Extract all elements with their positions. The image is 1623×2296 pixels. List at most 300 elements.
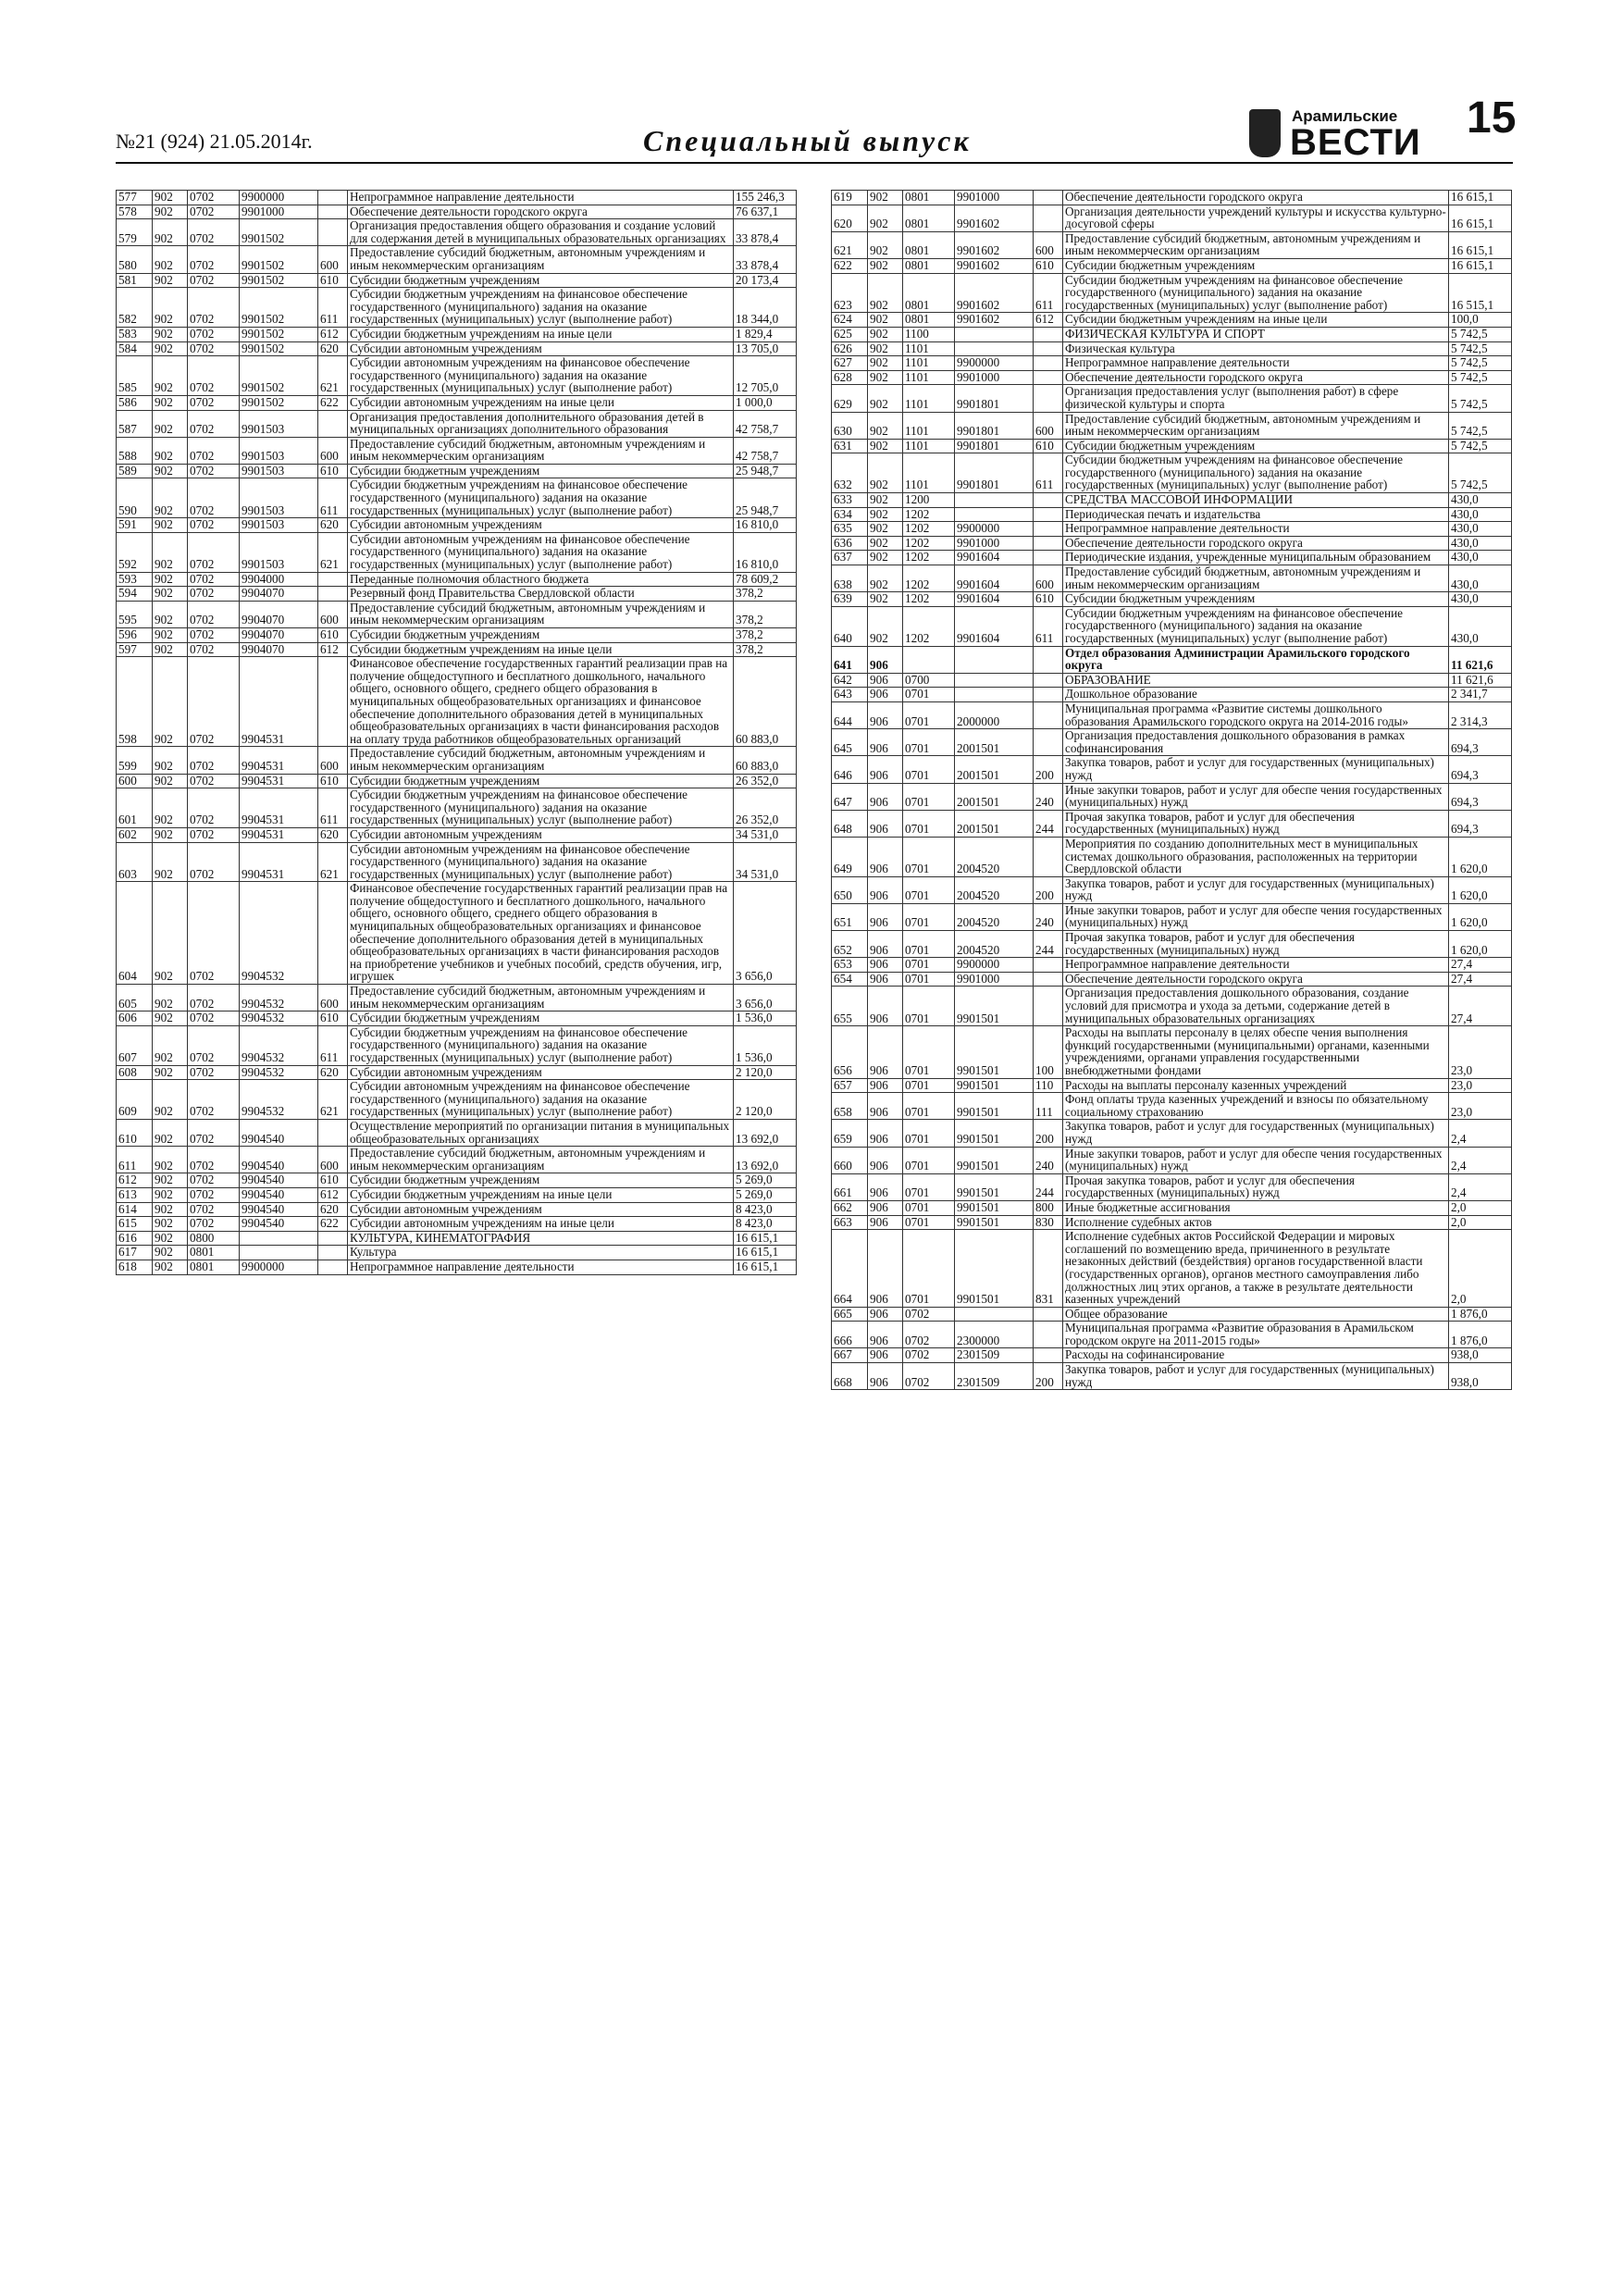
expense-type-code-cell <box>318 1246 348 1260</box>
admin-code-cell: 902 <box>153 341 188 356</box>
row-number-cell: 611 <box>117 1147 153 1173</box>
expense-type-code-cell: 621 <box>318 1080 348 1120</box>
row-number-cell: 608 <box>117 1065 153 1080</box>
amount-cell: 1 876,0 <box>1449 1307 1512 1322</box>
target-article-code-cell: 2004520 <box>955 931 1034 958</box>
expense-type-code-cell: 240 <box>1034 903 1063 930</box>
section-code-cell: 0701 <box>903 903 955 930</box>
expense-type-code-cell: 600 <box>318 601 348 627</box>
target-article-code-cell: 9901503 <box>240 532 318 572</box>
row-number-cell: 620 <box>832 205 868 231</box>
section-code-cell: 0700 <box>903 673 955 688</box>
amount-cell: 5 742,5 <box>1449 356 1512 371</box>
amount-cell: 42 758,7 <box>734 437 797 464</box>
section-code-cell: 0701 <box>903 958 955 973</box>
amount-cell: 16 615,1 <box>1449 191 1512 205</box>
admin-code-cell: 902 <box>868 507 903 522</box>
description-cell: Культура <box>348 1246 734 1260</box>
description-cell: Закупка товаров, работ и услуг для государственных (муниципальных) нужд <box>1063 876 1449 903</box>
expense-type-code-cell <box>1034 356 1063 371</box>
description-cell: Субсидии автономным учреждениям <box>348 341 734 356</box>
section-code-cell: 0701 <box>903 1026 955 1078</box>
admin-code-cell: 906 <box>868 1147 903 1173</box>
admin-code-cell: 902 <box>153 827 188 842</box>
section-code-cell: 0702 <box>188 341 240 356</box>
section-code-cell: 0702 <box>188 1147 240 1173</box>
target-article-code-cell: 9901502 <box>240 356 318 396</box>
admin-code-cell: 902 <box>153 1187 188 1202</box>
section-code-cell: 0702 <box>188 642 240 657</box>
section-code-cell: 0702 <box>188 410 240 437</box>
table-row <box>832 1215 1512 1230</box>
target-article-code-cell: 9901502 <box>240 246 318 273</box>
amount-cell: 378,2 <box>734 587 797 602</box>
target-article-code-cell <box>955 688 1034 702</box>
description-cell: Субсидии бюджетным учреждениям <box>1063 592 1449 607</box>
target-article-code-cell: 9901501 <box>955 1200 1034 1215</box>
coat-of-arms-icon <box>1249 109 1281 157</box>
row-number-cell: 645 <box>832 729 868 756</box>
amount-cell: 23,0 <box>1449 1078 1512 1093</box>
description-cell: Субсидии бюджетным учреждениям <box>348 628 734 643</box>
table-row <box>117 601 797 627</box>
budget-table-left <box>116 190 797 1275</box>
admin-code-cell: 902 <box>153 642 188 657</box>
table-row <box>117 1065 797 1080</box>
admin-code-cell: 906 <box>868 783 903 810</box>
row-number-cell: 600 <box>117 774 153 788</box>
description-cell: Субсидии бюджетным учреждениям на иные цели <box>1063 313 1449 328</box>
section-code-cell: 0702 <box>903 1348 955 1363</box>
expense-type-code-cell <box>1034 1322 1063 1348</box>
target-article-code-cell: 9901602 <box>955 258 1034 273</box>
admin-code-cell: 902 <box>153 587 188 602</box>
section-code-cell: 0701 <box>903 931 955 958</box>
description-cell: Предоставление субсидий бюджетным, автономным учреждениям и иным некоммерческим организациям <box>348 601 734 627</box>
amount-cell: 378,2 <box>734 601 797 627</box>
section-code-cell: 0702 <box>188 437 240 464</box>
section-code-cell: 0702 <box>188 478 240 518</box>
expense-type-code-cell: 620 <box>318 1065 348 1080</box>
section-code-cell: 1101 <box>903 439 955 453</box>
expense-type-code-cell: 621 <box>318 532 348 572</box>
row-number-cell: 655 <box>832 987 868 1026</box>
target-article-code-cell: 9900000 <box>955 522 1034 537</box>
expense-type-code-cell <box>318 882 348 985</box>
page-title: Специальный выпуск <box>643 124 972 157</box>
amount-cell: 23,0 <box>1449 1093 1512 1120</box>
target-article-code-cell: 9901501 <box>955 1120 1034 1147</box>
admin-code-cell: 902 <box>868 522 903 537</box>
table-row <box>117 1217 797 1232</box>
expense-type-code-cell: 111 <box>1034 1093 1063 1120</box>
row-number-cell: 656 <box>832 1026 868 1078</box>
section-code-cell: 0801 <box>903 231 955 258</box>
target-article-code-cell: 9901604 <box>955 565 1034 592</box>
admin-code-cell: 906 <box>868 1120 903 1147</box>
section-code-cell: 1101 <box>903 453 955 493</box>
description-cell: Иные закупки товаров, работ и услуг для обеспе чения государственных (муниципальных) нужд <box>1063 1147 1449 1173</box>
target-article-code-cell: 9901604 <box>955 592 1034 607</box>
amount-cell: 20 173,4 <box>734 273 797 288</box>
row-number-cell: 658 <box>832 1093 868 1120</box>
table-row <box>117 219 797 246</box>
amount-cell: 2,4 <box>1449 1120 1512 1147</box>
row-number-cell: 615 <box>117 1217 153 1232</box>
description-cell: Физическая культура <box>1063 341 1449 356</box>
amount-cell: 26 352,0 <box>734 788 797 828</box>
description-cell: Закупка товаров, работ и услуг для государственных (муниципальных) нужд <box>1063 756 1449 783</box>
amount-cell: 42 758,7 <box>734 410 797 437</box>
amount-cell: 5 742,5 <box>1449 385 1512 412</box>
amount-cell: 694,3 <box>1449 810 1512 837</box>
amount-cell: 430,0 <box>1449 507 1512 522</box>
target-article-code-cell: 9904540 <box>240 1119 318 1146</box>
expense-type-code-cell: 600 <box>1034 412 1063 439</box>
table-row <box>117 842 797 882</box>
table-row <box>832 688 1512 702</box>
description-cell: Предоставление субсидий бюджетным, автономным учреждениям и иным некоммерческим организациям <box>348 246 734 273</box>
table-row <box>832 810 1512 837</box>
description-cell: Фонд оплаты труда казенных учреждений и взносы по обязательному социальному страхованию <box>1063 1093 1449 1120</box>
section-code-cell: 1101 <box>903 356 955 371</box>
expense-type-code-cell: 600 <box>318 246 348 273</box>
target-article-code-cell: 9904000 <box>240 572 318 587</box>
section-code-cell: 0702 <box>188 327 240 341</box>
table-row <box>832 903 1512 930</box>
section-code-cell: 0702 <box>188 572 240 587</box>
expense-type-code-cell: 612 <box>318 327 348 341</box>
table-row <box>117 410 797 437</box>
description-cell: Субсидии бюджетным учреждениям <box>348 273 734 288</box>
description-cell: Прочая закупка товаров, работ и услуг для обеспечения государственных (муниципальных) нужд <box>1063 810 1449 837</box>
description-cell: Организация предоставления дошкольного образования, создание условий для присмотра и ухода за детьми, содержание детей в муниципальных образовательных организациях <box>1063 987 1449 1026</box>
description-cell: Обеспечение деятельности городского округа <box>1063 191 1449 205</box>
target-article-code-cell: 2001501 <box>955 783 1034 810</box>
expense-type-code-cell: 620 <box>318 827 348 842</box>
description-cell: КУЛЬТУРА, КИНЕМАТОГРАФИЯ <box>348 1231 734 1246</box>
description-cell: Прочая закупка товаров, работ и услуг для обеспечения государственных (муниципальных) нужд <box>1063 1173 1449 1200</box>
logo-small-text: Арамильские <box>1292 107 1398 125</box>
row-number-cell: 627 <box>832 356 868 371</box>
table-row <box>832 1348 1512 1363</box>
table-row <box>832 313 1512 328</box>
admin-code-cell: 902 <box>153 219 188 246</box>
target-article-code-cell: 9904070 <box>240 642 318 657</box>
target-article-code-cell: 9901501 <box>955 1026 1034 1078</box>
amount-cell: 25 948,7 <box>734 464 797 478</box>
admin-code-cell: 902 <box>153 985 188 1011</box>
logo-big-text: ВЕСТИ <box>1290 122 1421 163</box>
table-row <box>832 592 1512 607</box>
table-row <box>832 341 1512 356</box>
section-code-cell: 0702 <box>188 1065 240 1080</box>
target-article-code-cell <box>955 673 1034 688</box>
amount-cell: 12 705,0 <box>734 356 797 396</box>
amount-cell: 13 692,0 <box>734 1119 797 1146</box>
target-article-code-cell: 9904531 <box>240 827 318 842</box>
row-number-cell: 635 <box>832 522 868 537</box>
admin-code-cell: 902 <box>868 273 903 313</box>
admin-code-cell: 902 <box>153 774 188 788</box>
section-code-cell: 0702 <box>188 587 240 602</box>
expense-type-code-cell <box>1034 493 1063 508</box>
row-number-cell: 619 <box>832 191 868 205</box>
target-article-code-cell: 2004520 <box>955 903 1034 930</box>
section-code-cell: 0702 <box>188 628 240 643</box>
description-cell: Субсидии автономным учреждениям на финансовое обеспечение государственного (муниципального) задания на оказание государственных (муниципальных) услуг (выполнение работ) <box>348 842 734 882</box>
target-article-code-cell: 9901000 <box>955 536 1034 551</box>
description-cell: Субсидии бюджетным учреждениям на иные цели <box>348 1187 734 1202</box>
expense-type-code-cell: 831 <box>1034 1230 1063 1308</box>
description-cell: Субсидии автономным учреждениям <box>348 827 734 842</box>
expense-type-code-cell: 612 <box>1034 313 1063 328</box>
target-article-code-cell: 9901502 <box>240 273 318 288</box>
row-number-cell: 577 <box>117 191 153 205</box>
table-row <box>832 536 1512 551</box>
description-cell: Субсидии бюджетным учреждениям на финансовое обеспечение государственного (муниципального) задания на оказание государственных (муниципальных) услуг (выполнение работ) <box>348 478 734 518</box>
expense-type-code-cell: 610 <box>1034 592 1063 607</box>
amount-cell: 16 615,1 <box>1449 205 1512 231</box>
row-number-cell: 632 <box>832 453 868 493</box>
admin-code-cell: 902 <box>153 1260 188 1274</box>
target-article-code-cell: 2001501 <box>955 810 1034 837</box>
description-cell: Исполнение судебных актов <box>1063 1215 1449 1230</box>
row-number-cell: 661 <box>832 1173 868 1200</box>
table-row <box>832 1307 1512 1322</box>
table-row <box>117 464 797 478</box>
row-number-cell: 652 <box>832 931 868 958</box>
description-cell: Предоставление субсидий бюджетным, автономным учреждениям и иным некоммерческим организациям <box>1063 412 1449 439</box>
description-cell: Субсидии автономным учреждениям на иные цели <box>348 395 734 410</box>
description-cell: Предоставление субсидий бюджетным, автономным учреждениям и иным некоммерческим организациям <box>1063 565 1449 592</box>
admin-code-cell: 902 <box>868 370 903 385</box>
description-cell: Предоставление субсидий бюджетным, автономным учреждениям и иным некоммерческим организациям <box>348 437 734 464</box>
section-code-cell <box>903 646 955 673</box>
expense-type-code-cell: 600 <box>318 1147 348 1173</box>
amount-cell: 2,0 <box>1449 1230 1512 1308</box>
section-code-cell: 0702 <box>188 827 240 842</box>
budget-table-right <box>831 190 1512 1390</box>
amount-cell: 155 246,3 <box>734 191 797 205</box>
row-number-cell: 595 <box>117 601 153 627</box>
row-number-cell: 630 <box>832 412 868 439</box>
description-cell: Субсидии автономным учреждениям на финансовое обеспечение государственного (муниципального) задания на оказание государственных (муниципальных) услуг (выполнение работ) <box>348 1080 734 1120</box>
admin-code-cell: 906 <box>868 903 903 930</box>
row-number-cell: 660 <box>832 1147 868 1173</box>
row-number-cell: 582 <box>117 288 153 328</box>
expense-type-code-cell: 610 <box>1034 258 1063 273</box>
description-cell: Прочая закупка товаров, работ и услуг для обеспечения государственных (муниципальных) нужд <box>1063 931 1449 958</box>
admin-code-cell: 902 <box>153 205 188 219</box>
row-number-cell: 580 <box>117 246 153 273</box>
section-code-cell: 0702 <box>188 1217 240 1232</box>
amount-cell: 8 423,0 <box>734 1217 797 1232</box>
section-code-cell: 0701 <box>903 1078 955 1093</box>
table-row <box>117 273 797 288</box>
row-number-cell: 654 <box>832 972 868 987</box>
description-cell: Предоставление субсидий бюджетным, автономным учреждениям и иным некоммерческим организациям <box>348 1147 734 1173</box>
row-number-cell: 616 <box>117 1231 153 1246</box>
target-article-code-cell: 9901501 <box>955 1215 1034 1230</box>
target-article-code-cell: 9900000 <box>955 958 1034 973</box>
admin-code-cell: 902 <box>153 273 188 288</box>
row-number-cell: 578 <box>117 205 153 219</box>
target-article-code-cell: 9901502 <box>240 327 318 341</box>
target-article-code-cell <box>955 1307 1034 1322</box>
row-number-cell: 664 <box>832 1230 868 1308</box>
table-row <box>832 987 1512 1026</box>
expense-type-code-cell <box>1034 987 1063 1026</box>
row-number-cell: 621 <box>832 231 868 258</box>
row-number-cell: 640 <box>832 606 868 646</box>
section-code-cell: 0801 <box>903 205 955 231</box>
expense-type-code-cell: 600 <box>318 985 348 1011</box>
table-row <box>117 1260 797 1274</box>
admin-code-cell: 902 <box>153 288 188 328</box>
target-article-code-cell <box>955 493 1034 508</box>
target-article-code-cell: 9901801 <box>955 412 1034 439</box>
admin-code-cell: 902 <box>868 341 903 356</box>
amount-cell: 1 620,0 <box>1449 931 1512 958</box>
amount-cell: 26 352,0 <box>734 774 797 788</box>
amount-cell: 16 615,1 <box>734 1260 797 1274</box>
admin-code-cell: 902 <box>868 258 903 273</box>
table-row <box>117 327 797 341</box>
row-number-cell: 650 <box>832 876 868 903</box>
table-row <box>117 572 797 587</box>
admin-code-cell: 902 <box>153 395 188 410</box>
section-code-cell: 0801 <box>903 273 955 313</box>
table-row <box>117 478 797 518</box>
expense-type-code-cell <box>318 572 348 587</box>
section-code-cell: 1101 <box>903 341 955 356</box>
description-cell: Дошкольное образование <box>1063 688 1449 702</box>
description-cell: Обеспечение деятельности городского округа <box>1063 536 1449 551</box>
expense-type-code-cell: 600 <box>318 747 348 774</box>
amount-cell: 430,0 <box>1449 565 1512 592</box>
expense-type-code-cell <box>1034 551 1063 565</box>
description-cell: Иные закупки товаров, работ и услуг для обеспе чения государственных (муниципальных) нужд <box>1063 783 1449 810</box>
admin-code-cell: 902 <box>153 1065 188 1080</box>
row-number-cell: 636 <box>832 536 868 551</box>
section-code-cell: 0702 <box>188 788 240 828</box>
table-row <box>117 1231 797 1246</box>
table-row <box>117 518 797 533</box>
section-code-cell: 0702 <box>188 985 240 1011</box>
section-code-cell: 0702 <box>188 601 240 627</box>
target-article-code-cell: 9900000 <box>240 191 318 205</box>
target-article-code-cell: 9901502 <box>240 288 318 328</box>
row-number-cell: 647 <box>832 783 868 810</box>
section-code-cell: 0702 <box>188 1080 240 1120</box>
target-article-code-cell: 9904070 <box>240 628 318 643</box>
row-number-cell: 622 <box>832 258 868 273</box>
admin-code-cell: 902 <box>153 1246 188 1260</box>
expense-type-code-cell <box>1034 1348 1063 1363</box>
section-code-cell: 0800 <box>188 1231 240 1246</box>
admin-code-cell: 906 <box>868 987 903 1026</box>
section-code-cell: 1202 <box>903 536 955 551</box>
row-number-cell: 667 <box>832 1348 868 1363</box>
section-code-cell: 0702 <box>188 1025 240 1065</box>
expense-type-code-cell: 600 <box>318 437 348 464</box>
section-code-cell: 0701 <box>903 729 955 756</box>
section-code-cell: 1202 <box>903 565 955 592</box>
target-article-code-cell: 9901000 <box>240 205 318 219</box>
amount-cell: 2 120,0 <box>734 1065 797 1080</box>
table-row <box>117 246 797 273</box>
table-row <box>832 972 1512 987</box>
table-row <box>117 1080 797 1120</box>
row-number-cell: 589 <box>117 464 153 478</box>
expense-type-code-cell <box>1034 729 1063 756</box>
admin-code-cell: 902 <box>868 551 903 565</box>
table-row <box>832 551 1512 565</box>
row-number-cell: 631 <box>832 439 868 453</box>
section-code-cell: 0702 <box>188 1173 240 1188</box>
row-number-cell: 597 <box>117 642 153 657</box>
target-article-code-cell: 9901604 <box>955 606 1034 646</box>
description-cell: Предоставление субсидий бюджетным, автономным учреждениям и иным некоммерческим организациям <box>348 985 734 1011</box>
amount-cell: 430,0 <box>1449 606 1512 646</box>
description-cell: Субсидии бюджетным учреждениям <box>348 1011 734 1026</box>
section-code-cell: 0702 <box>188 747 240 774</box>
expense-type-code-cell: 610 <box>1034 439 1063 453</box>
expense-type-code-cell: 200 <box>1034 756 1063 783</box>
description-cell: Обеспечение деятельности городского округа <box>1063 370 1449 385</box>
row-number-cell: 605 <box>117 985 153 1011</box>
target-article-code-cell <box>240 1246 318 1260</box>
description-cell: Организация предоставления общего образования и создание условий для содержания детей в муниципальных образовательных организациях <box>348 219 734 246</box>
target-article-code-cell: 9904540 <box>240 1202 318 1217</box>
section-code-cell: 0702 <box>188 205 240 219</box>
table-row <box>832 385 1512 412</box>
admin-code-cell: 902 <box>153 1231 188 1246</box>
admin-code-cell: 902 <box>153 246 188 273</box>
target-article-code-cell: 2000000 <box>955 701 1034 728</box>
expense-type-code-cell <box>1034 522 1063 537</box>
target-article-code-cell <box>240 1231 318 1246</box>
target-article-code-cell: 9904540 <box>240 1173 318 1188</box>
section-code-cell: 1202 <box>903 507 955 522</box>
expense-type-code-cell: 244 <box>1034 931 1063 958</box>
amount-cell: 1 620,0 <box>1449 876 1512 903</box>
description-cell: Субсидии бюджетным учреждениям <box>348 774 734 788</box>
target-article-code-cell: 9901502 <box>240 219 318 246</box>
amount-cell: 1 620,0 <box>1449 837 1512 876</box>
admin-code-cell: 906 <box>868 688 903 702</box>
section-code-cell: 0801 <box>903 191 955 205</box>
description-cell: Субсидии автономным учреждениям на иные цели <box>348 1217 734 1232</box>
target-article-code-cell: 9904532 <box>240 1011 318 1026</box>
admin-code-cell: 902 <box>868 493 903 508</box>
row-number-cell: 592 <box>117 532 153 572</box>
section-code-cell: 1100 <box>903 327 955 341</box>
table-row <box>832 1120 1512 1147</box>
expense-type-code-cell <box>1034 205 1063 231</box>
amount-cell: 5 742,5 <box>1449 370 1512 385</box>
section-code-cell: 1101 <box>903 385 955 412</box>
admin-code-cell: 902 <box>153 882 188 985</box>
row-number-cell: 638 <box>832 565 868 592</box>
table-row <box>832 606 1512 646</box>
table-row <box>832 565 1512 592</box>
expense-type-code-cell: 620 <box>318 1202 348 1217</box>
admin-code-cell: 902 <box>153 410 188 437</box>
amount-cell: 16 810,0 <box>734 518 797 533</box>
admin-code-cell: 902 <box>153 532 188 572</box>
